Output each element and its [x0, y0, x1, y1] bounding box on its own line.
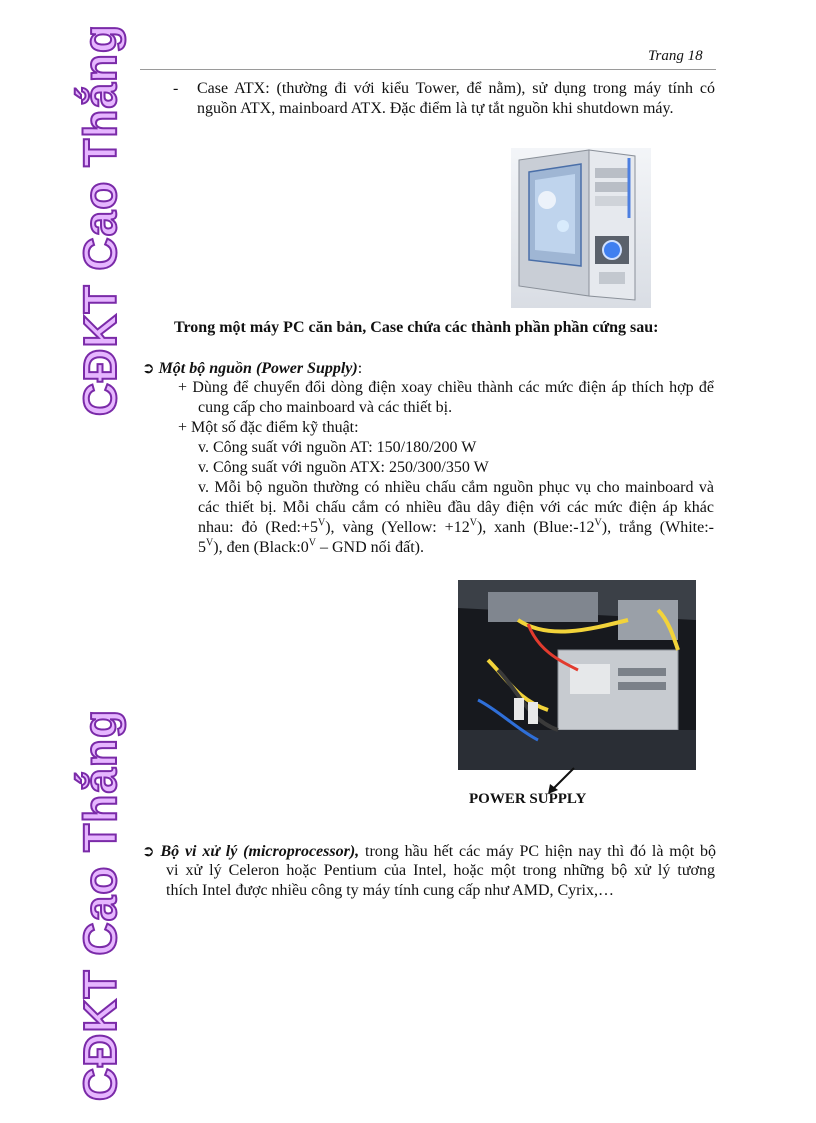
psu-item-2: + Một số đặc điểm kỹ thuật:	[178, 419, 359, 436]
watermark-text: CĐKT Cao Thắng	[74, 23, 127, 417]
arrow-right-icon: ➲	[142, 359, 155, 377]
psu-voltage-line-2	[198, 538, 424, 558]
intro-line-2: nguồn ATX, mainboard ATX. Đặc điểm là tự tắt nguồn khi shutdown máy.	[197, 100, 674, 117]
psu-heading	[142, 358, 362, 379]
power-supply-caption: POWER SUPPLY	[469, 791, 587, 807]
arrow-right-icon: ➲	[142, 842, 155, 860]
voltage-red-text: nhau: đỏ (Red:+5	[198, 519, 318, 536]
volt-unit: V	[317, 517, 326, 529]
voltage-blue-text: ), xanh (Blue:-12	[476, 519, 595, 536]
psu-spec-3-line-2: các thiết bị. Mỗi chấu cắm có nhiều đầu dây điện với các mức điện áp khác	[198, 499, 714, 516]
section-heading: Trong một máy PC căn bản, Case chứa các thành phần phần cứng sau:	[174, 319, 659, 336]
voltage-black-rest: – GND nối đất).	[316, 539, 424, 556]
voltage-black-text: ), đen (Black:0	[213, 539, 309, 556]
psu-title: Một bộ nguồn (Power Supply)	[158, 360, 358, 377]
volt-unit: V	[594, 517, 602, 529]
voltage-white-text: ), trắng (White:-	[601, 519, 715, 536]
volt-unit: V	[206, 537, 214, 549]
cpu-line-1-rest: trong hầu hết các máy PC hiện nay thì đó là một bộ	[359, 843, 717, 860]
page-number: Trang 18	[648, 48, 703, 64]
cpu-title: Bộ vi xử lý (microprocessor),	[160, 843, 360, 860]
power-supply-illustration	[458, 580, 696, 770]
psu-spec-3-line-1: v. Mỗi bộ nguồn thường có nhiều chấu cắm nguồn phục vụ cho mainboard và	[198, 479, 714, 496]
watermark-text: CĐKT Cao Thắng	[74, 708, 127, 1102]
header-rule	[140, 69, 716, 70]
psu-item-1: + Dùng để chuyển đổi dòng điện xoay chiều thành các mức điện áp thích hợp để	[178, 379, 714, 396]
voltage-yellow-text: ), vàng (Yellow: +12	[325, 519, 470, 536]
watermark-bottom	[70, 708, 130, 1102]
power-supply-photo	[458, 580, 696, 770]
intro-bullet: -	[173, 80, 179, 97]
psu-item-1-cont: cung cấp cho mainboard và các thiết bị.	[198, 399, 453, 416]
atx-case-illustration	[511, 148, 651, 308]
intro-line-1: Case ATX: (thường đi với kiểu Tower, để nằm), sử dụng trong máy tính có	[197, 80, 715, 97]
cpu-line-2: vi xử lý Celeron hoặc Pentium của Intel, hoặc một trong những bộ xử lý tương	[166, 862, 715, 879]
cpu-line-1	[142, 841, 716, 862]
cpu-line-3: thích Intel được nhiều công ty máy tính cung cấp như AMD, Cyrix,…	[166, 882, 614, 899]
psu-voltage-line-1	[198, 518, 714, 538]
voltage-white-value: 5	[198, 539, 206, 556]
psu-colon: :	[357, 360, 363, 377]
volt-unit: V	[469, 517, 477, 529]
atx-case-photo	[511, 148, 651, 308]
volt-unit: V	[308, 537, 316, 549]
watermark-top	[70, 23, 130, 417]
psu-spec-2: v. Công suất với nguồn ATX: 250/300/350 W	[198, 459, 489, 476]
psu-spec-1: v. Công suất với nguồn AT: 150/180/200 W	[198, 439, 477, 456]
